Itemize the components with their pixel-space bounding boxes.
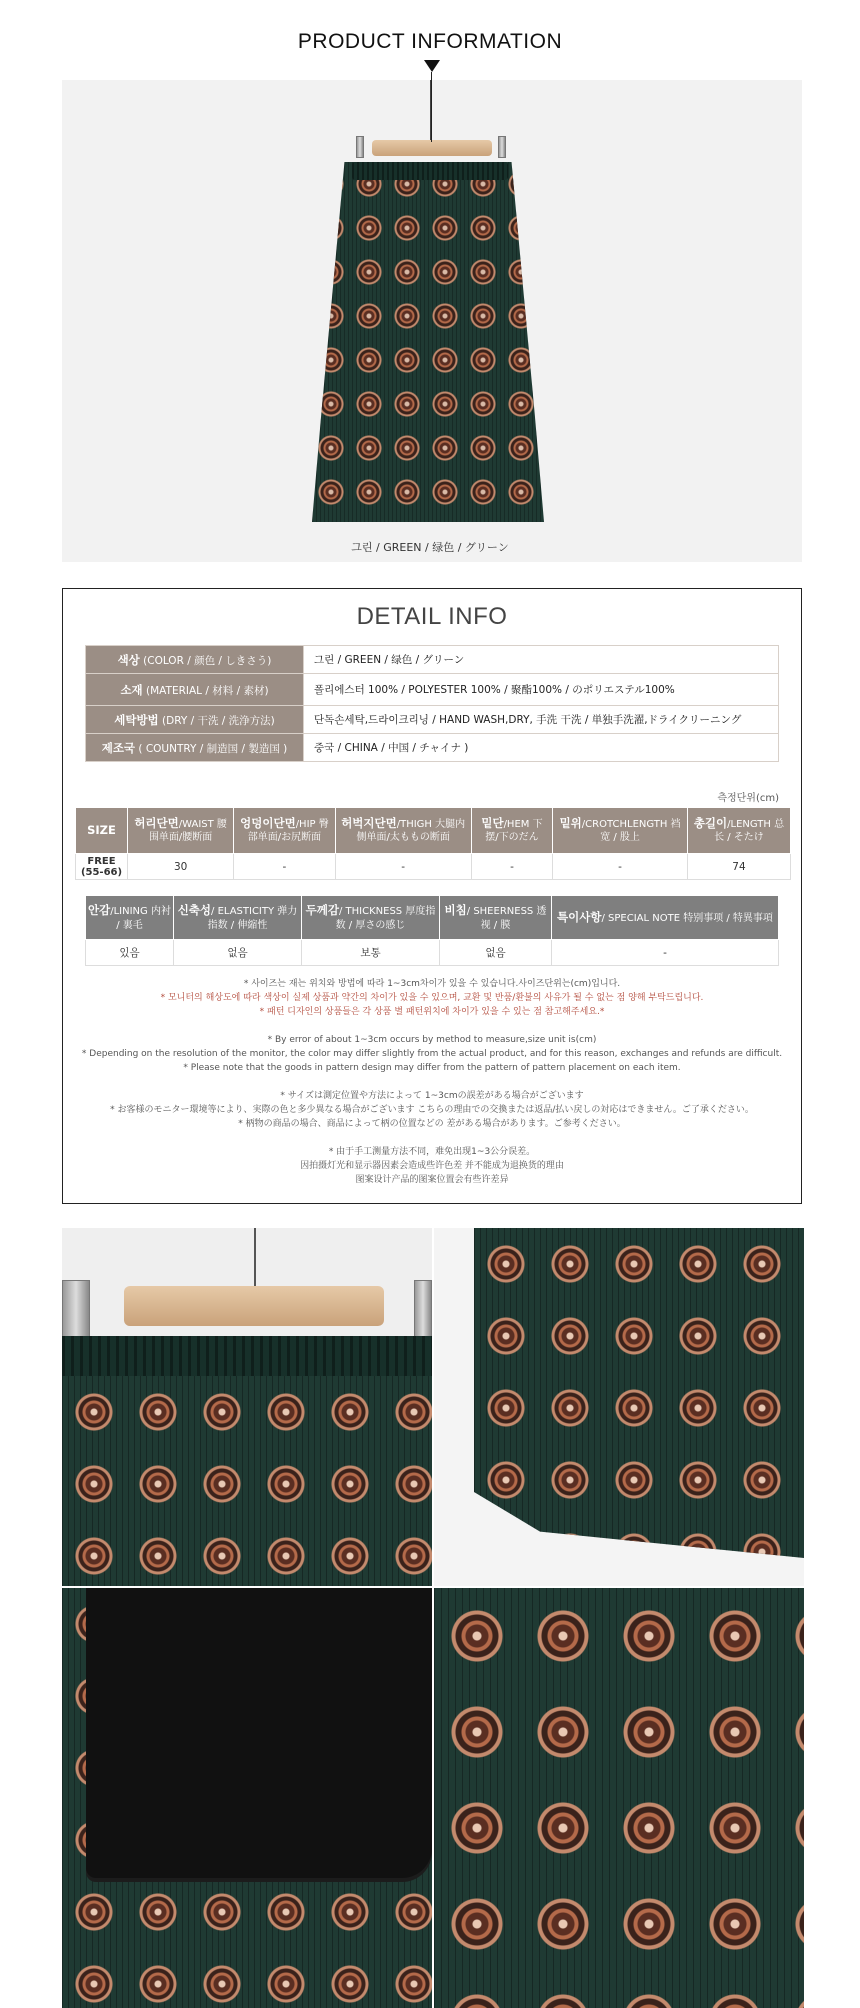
skirt-image xyxy=(312,162,544,522)
hanger-bar xyxy=(124,1286,384,1326)
hanger-clip-right xyxy=(498,136,506,158)
info-value: 중국 / CHINA / 中国 / チャイナ ) xyxy=(304,734,779,762)
skirt-fabric xyxy=(62,1376,432,1586)
feel-value-row xyxy=(86,940,779,966)
divider-line xyxy=(431,72,432,142)
note-line: * サイズは測定位置や方法によって 1~3cmの誤差がある場合がございます xyxy=(280,1091,584,1101)
info-label: 소재 (MATERIAL / 材料 / 素材) xyxy=(86,674,304,706)
info-value: 단독손세탁,드라이크리닝 / HAND WASH,DRY, 手洗 干洗 / 単独手洗濯,ドライクリーニング xyxy=(304,706,779,734)
hanger-bar xyxy=(372,140,492,156)
size-cell: - xyxy=(471,854,553,880)
note-line: 图案设计产品的图案位置会有些许差异 xyxy=(355,1175,509,1185)
detail-photo-pattern xyxy=(434,1588,804,2008)
size-header: 밑위/CROTCHLENGTH 裆宽 / 股上 xyxy=(553,808,688,854)
note-line: * 柄物の商品の場合、商品によって柄の位置などの 差がある場合があります。ご参考ください。 xyxy=(238,1119,626,1129)
feel-header: 신축성/ ELASTICITY 弹力指数 / 伸縮性 xyxy=(174,896,302,940)
notes-english xyxy=(63,1033,801,1075)
notes-korean xyxy=(63,977,801,1019)
info-row-material xyxy=(86,674,779,706)
product-information-title: PRODUCT INFORMATION xyxy=(297,30,563,53)
info-label: 제조국 ( COUNTRY / 制造国 / 製造国 ) xyxy=(86,734,304,762)
detail-info-box xyxy=(62,588,802,1204)
info-value: 폴리에스터 100% / POLYESTER 100% / 聚酯100% / のポリエステル100% xyxy=(304,674,779,706)
down-arrow-icon xyxy=(424,60,440,72)
note-line: * Please note that the goods in pattern design may differ from the pattern of pattern placement on each item. xyxy=(183,1063,681,1073)
unit-note: 측정단위(cm) xyxy=(717,793,779,804)
note-line: * 패턴 디자인의 상품들은 각 상품 별 패턴위치에 차이가 있을 수 있는 점 참고해주세요.* xyxy=(259,1007,605,1017)
notes-japanese xyxy=(63,1089,801,1131)
feel-header: 두께감/ THICKNESS 厚度指数 / 厚さの感じ xyxy=(302,896,440,940)
size-value-row xyxy=(76,854,791,880)
note-line: * 사이즈는 재는 위치와 방법에 따라 1~3cm차이가 있을 수 있습니다.사이즈단위는(cm)입니다. xyxy=(243,979,621,989)
size-cell: FREE (55-66) xyxy=(76,854,128,880)
note-line: 因拍摄灯光和显示器因素会造成些许色差 并不能成为退换货的理由 xyxy=(300,1161,564,1171)
feel-header: 안감/LINING 内衬 / 裏毛 xyxy=(86,896,174,940)
note-line: * 모니터의 해상도에 따라 색상이 실제 상품과 약간의 차이가 있을 수 있으며, 교환 및 반품/환불의 사유가 될 수 없는 점 양해 부탁드립니다. xyxy=(160,993,704,1003)
detail-photo-waistband xyxy=(62,1228,432,1586)
notes-chinese xyxy=(63,1145,801,1187)
size-cell: - xyxy=(553,854,688,880)
notes xyxy=(63,977,801,1201)
note-line: * By error of about 1~3cm occurs by method to measure,size unit is(cm) xyxy=(267,1035,597,1045)
hanger-clip-left xyxy=(356,136,364,158)
size-header: 밑단/HEM 下摆/下のだん xyxy=(471,808,553,854)
info-row-color xyxy=(86,646,779,674)
detail-photo-hem xyxy=(434,1228,804,1586)
info-row-country xyxy=(86,734,779,762)
size-cell: - xyxy=(335,854,471,880)
size-header-row xyxy=(76,808,791,854)
size-header: 엉덩이단면/HIP 臀部单面/お尻断面 xyxy=(234,808,335,854)
detail-photo-lining xyxy=(62,1588,432,2008)
skirt-waistband xyxy=(352,162,508,180)
info-label: 세탁방법 (DRY / 干洗 / 洗浄方法) xyxy=(86,706,304,734)
feel-cell: 보통 xyxy=(302,940,440,966)
size-header: 허리단면/WAIST 腰围单面/腰断面 xyxy=(128,808,234,854)
note-line: * Depending on the resolution of the monitor, the color may differ slightly from the actual product, and for this reason, exchanges and refunds are difficult. xyxy=(81,1049,783,1059)
feel-cell: 있음 xyxy=(86,940,174,966)
skirt-fabric xyxy=(474,1228,804,1558)
size-table xyxy=(75,807,791,880)
info-table xyxy=(85,645,779,762)
feel-header: 비침/ SHEERNESS 透视 / 膜 xyxy=(440,896,552,940)
size-cell: 74 xyxy=(687,854,790,880)
skirt-waistband xyxy=(62,1336,432,1378)
size-header: 총길이/LENGTH 总长 / そたけ xyxy=(687,808,790,854)
feel-cell: - xyxy=(552,940,779,966)
size-cell: - xyxy=(234,854,335,880)
size-header: 허벅지단면/THIGH 大腿内侧单面/太ももの断面 xyxy=(335,808,471,854)
skirt-fabric xyxy=(434,1588,804,2008)
note-line: * 由于手工测量方法不同，难免出现1~3公分误差。 xyxy=(328,1147,536,1157)
feel-header-row xyxy=(86,896,779,940)
info-row-wash xyxy=(86,706,779,734)
size-cell: 30 xyxy=(128,854,234,880)
info-label: 색상 (COLOR / 颜色 / しきさう) xyxy=(86,646,304,674)
feel-table xyxy=(85,895,779,966)
note-line: * お客様のモニター環境等により、実際の色と多少異なる場合がございます こちらの理由での交換または返品/払い戻しの対応はできません。ご了承ください。 xyxy=(110,1105,754,1115)
info-value: 그린 / GREEN / 绿色 / グリーン xyxy=(304,646,779,674)
skirt-lining xyxy=(86,1588,432,1878)
feel-header: 특이사항/ SPECIAL NOTE 特别事项 / 特異事項 xyxy=(552,896,779,940)
feel-cell: 없음 xyxy=(174,940,302,966)
size-header: SIZE xyxy=(76,808,128,854)
detail-info-title: DETAIL INFO xyxy=(356,603,508,630)
hero-caption: 그린 / GREEN / 绿色 / グリーン xyxy=(351,541,509,554)
feel-cell: 없음 xyxy=(440,940,552,966)
